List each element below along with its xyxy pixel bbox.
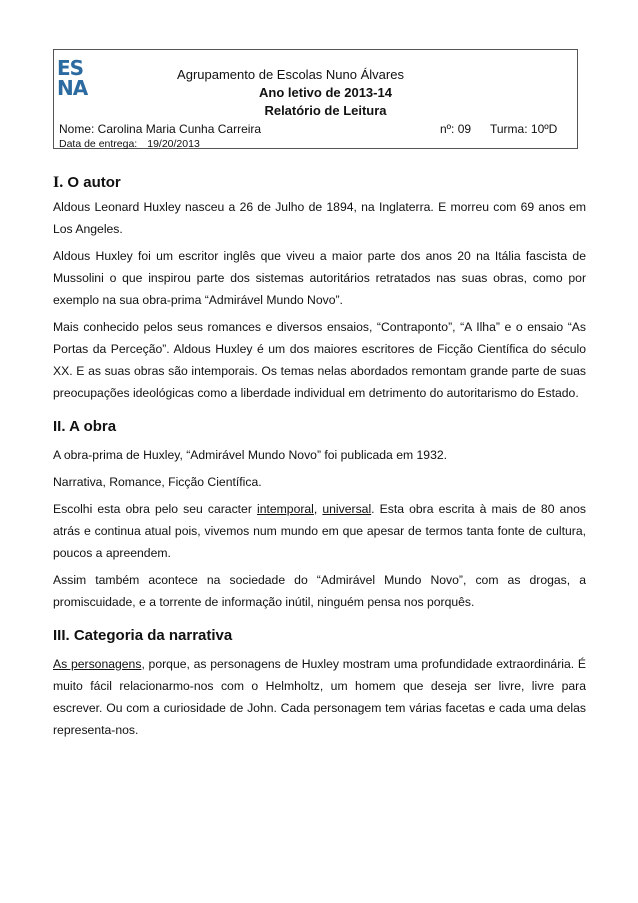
student-class: Turma: 10ºD: [490, 122, 558, 136]
logo-line-2: NA: [57, 76, 88, 100]
delivery-date: [59, 138, 200, 150]
student-name: Nome: Carolina Maria Cunha Carreira: [59, 122, 262, 136]
section-heading-author: [53, 173, 586, 193]
paragraph: Narrativa, Romance, Ficção Científica.: [53, 475, 262, 489]
paragraph: Assim também acontece na sociedade do “Admirável Mundo Novo”, com as drogas, a promiscuidade, e a torrente de informação inútil, ninguém pensa nos porquês.: [53, 573, 586, 609]
paragraph: Escolhi esta obra pelo seu caracter intemporal, universal. Esta obra escrita à mais de 80 anos atrás e continua atual pois, vivemos num mundo em que apesar de termos tanta fonte de cultura, poucos a apreendem.: [53, 502, 586, 560]
school-name: Agrupamento de Escolas Nuno Álvares: [177, 67, 404, 82]
logo-line-1: ES: [57, 56, 84, 80]
section-number: I.: [53, 174, 64, 191]
section-title: O autor: [67, 174, 121, 191]
report-title: Relatório de Leitura: [264, 103, 387, 118]
school-year: Ano letivo de 2013-14: [259, 85, 392, 100]
section-number: II.: [53, 418, 66, 435]
section-heading-category: [53, 626, 586, 646]
header-box: [53, 49, 578, 149]
header-titles: [54, 66, 577, 120]
date-label: Data de entrega:: [59, 138, 138, 150]
section-title: . Categoria da narrativa: [65, 627, 233, 644]
report-body: [53, 173, 586, 746]
underlined-word: universal: [322, 502, 372, 516]
date-value: 19/20/2013: [147, 138, 200, 150]
underlined-word: As personagens: [53, 657, 142, 671]
paragraph: A obra-prima de Huxley, “Admirável Mundo Novo” foi publicada em 1932.: [53, 448, 448, 462]
section-heading-work: [53, 417, 586, 437]
section-title: A obra: [69, 418, 117, 435]
student-number: nº: 09: [440, 122, 472, 136]
underlined-word: intemporal: [256, 502, 314, 516]
paragraph: Aldous Huxley foi um escritor inglês que viveu a maior parte dos anos 20 na Itália fascista de Mussolini o que inspirou parte dos sistemas autoritários retratados nas suas obras, como por exemplo na sua obra-prima “Admirável Mundo Novo”.: [53, 249, 586, 307]
section-number: III: [53, 627, 66, 644]
paragraph: Mais conhecido pelos seus romances e diversos ensaios, “Contraponto”, “A Ilha” e o ensaio “As Portas da Perceção”. Aldous Huxley é um dos maiores escritores de Ficção Científica do século XX. E as suas obras são intemporais. Os temas nelas abordados remontam grande parte de suas preocupações ideológicas como a liberdade individual em detrimento do autoritarismo do Estado.: [53, 320, 586, 400]
paragraph: Aldous Leonard Huxley nasceu a 26 de Julho de 1894, na Inglaterra. E morreu com 69 anos em Los Angeles.: [53, 200, 586, 236]
paragraph: As personagens, porque, as personagens de Huxley mostram uma profundidade extraordinária. É muito fácil relacionarmo-nos com o Helmholtz, um homem que deseja ser livre, livre para escrever. Ou com a curiosidade de John. Cada personagem tem várias facetas e cada uma delas representa-nos.: [53, 657, 586, 737]
